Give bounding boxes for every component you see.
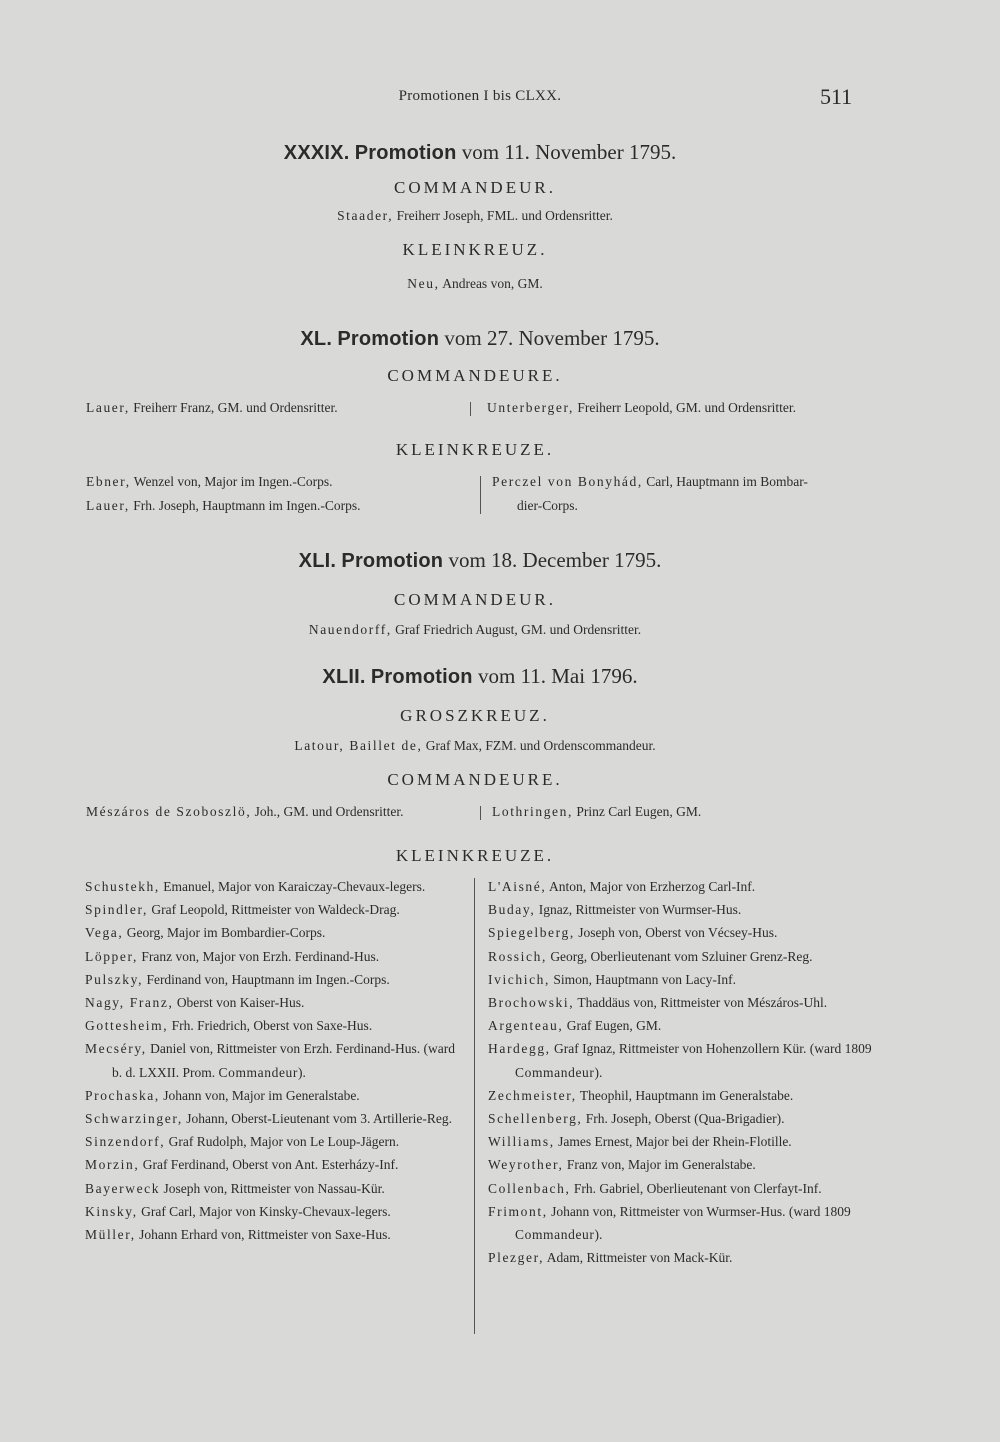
entry-text: Adam, Rittmeister von Mack-Kür.: [544, 1250, 733, 1266]
promotion-number: XLII.: [322, 666, 366, 688]
section-heading: KLEINKREUZE.: [395, 440, 555, 459]
section-heading: COMMANDEURE.: [387, 366, 563, 385]
section-heading: GROSZKREUZ.: [400, 706, 550, 725]
column-divider: [480, 806, 481, 820]
promotion-word: Promotion: [370, 666, 473, 688]
promotion-date: vom 18. December 1795.: [448, 548, 662, 572]
list-item: [488, 1153, 873, 1176]
entry-name: Hardegg,: [488, 1041, 551, 1057]
promotion-heading-xl: [0, 326, 960, 351]
entry-name: Morzin,: [85, 1157, 140, 1173]
entry-continuation: dier-Corps.: [517, 498, 578, 513]
entry: [0, 622, 950, 638]
entry-name: Schellenberg,: [488, 1111, 583, 1127]
entry: [86, 400, 338, 416]
list-item: [488, 945, 873, 968]
entry: [86, 804, 404, 820]
entry-name: Nagy, Franz,: [85, 995, 174, 1011]
entry-name: Williams,: [488, 1134, 555, 1150]
entry-name: Rossich,: [488, 948, 547, 964]
entry-text: Johann Erhard von, Rittmeister von Saxe-Hus.: [135, 1227, 391, 1243]
entry-text: Johann von, Rittmeister von Wurmser-Hus. (ward 1809: [547, 1203, 851, 1219]
entry: [487, 400, 796, 416]
entry-text: Thaddäus von, Rittmeister von Mészáros-Uhl.: [574, 995, 828, 1011]
page-number: 511: [820, 84, 853, 109]
entry-name: Weyrother,: [488, 1157, 564, 1173]
promotion-word: Promotion: [341, 550, 444, 572]
entry: [492, 474, 808, 490]
entry-name: Buday,: [488, 902, 536, 918]
entry-name: Mecséry,: [85, 1041, 147, 1057]
entry-name: Schustekh,: [85, 879, 160, 894]
entry-text: Joh., GM. und Ordensritter.: [251, 804, 404, 819]
entry-text: Graf Leopold, Rittmeister von Waldeck-Drag.: [147, 902, 400, 918]
list-item: [488, 1246, 873, 1269]
list-item: [85, 875, 465, 898]
entry-name: Spiegelberg,: [488, 925, 575, 941]
list-item: [488, 1177, 873, 1200]
entry-name: Brochowski,: [488, 995, 575, 1011]
entry-text: Graf Ferdinand, Oberst von Ant. Esterházy-Inf.: [139, 1157, 399, 1173]
promotion-word: Promotion: [354, 142, 457, 164]
promotion-number: XLI.: [298, 550, 337, 572]
entry: [0, 208, 950, 224]
list-item: [85, 921, 465, 944]
entry-text: Freiherr Leopold, GM. und Ordensritter.: [574, 400, 796, 415]
list-item: [488, 875, 873, 898]
kleinkreuze-right-column: [488, 875, 873, 1269]
entry-name: Frimont,: [488, 1203, 548, 1219]
entry-text-tail: ).: [298, 1064, 306, 1080]
list-item: [488, 1107, 873, 1130]
entry-name: Sinzendorf,: [85, 1134, 166, 1150]
promotion-heading-xli: [0, 548, 960, 573]
entry-name: Bayerweck: [85, 1180, 161, 1196]
entry-text: Georg, Oberlieutenant vom Szluiner Grenz-Reg.: [546, 948, 813, 964]
entry-text: Oberst von Kaiser-Hus.: [173, 995, 305, 1011]
entry-text: Carl, Hauptmann im Bombar-: [642, 474, 808, 489]
entry-name: Müller,: [85, 1227, 136, 1243]
entry-text: Prinz Carl Eugen, GM.: [572, 804, 702, 819]
entry-text: Simon, Hauptmann von Lacy-Inf.: [550, 971, 736, 987]
entry-name: Nauendorff,: [308, 622, 392, 637]
list-item: [85, 945, 465, 968]
entry-name: Neu,: [407, 276, 440, 291]
entry-name: Unterberger,: [487, 400, 575, 415]
list-item: [85, 1014, 465, 1037]
entry-text: Graf Eugen, GM.: [563, 1018, 662, 1034]
entry-text: Freiherr Franz, GM. und Ordensritter.: [129, 400, 338, 415]
entry-text: Anton, Major von Erzherzog Carl-Inf.: [546, 879, 756, 894]
list-item: [85, 1037, 465, 1083]
section-heading: KLEINKREUZE.: [395, 846, 555, 865]
entry-text: Andreas von, GM.: [439, 276, 543, 291]
entry-name: Spindler,: [85, 902, 148, 918]
entry-name: Lauer,: [86, 400, 130, 415]
entry-name: Pulszky,: [85, 971, 144, 987]
entry-text: Frh. Joseph, Hauptmann im Ingen.-Corps.: [129, 498, 361, 513]
entry-name: Kinsky,: [85, 1203, 138, 1219]
column-divider: [470, 402, 471, 416]
entry-name: Mészáros de Szoboszlö,: [86, 804, 252, 819]
promotion-date: vom 27. November 1795.: [444, 326, 660, 350]
list-item: [85, 898, 465, 921]
entry-text-tail: ).: [594, 1227, 603, 1243]
entry-text: Ferdinand von, Hauptmann im Ingen.-Corps.: [143, 971, 390, 987]
entry-text: Graf Ignaz, Rittmeister von Hohenzollern Kür. (ward 1809: [550, 1041, 872, 1057]
entry-text: Georg, Major im Bombardier-Corps.: [123, 925, 326, 941]
section-heading: COMMANDEUR.: [394, 590, 556, 609]
entry-name: Argenteau,: [488, 1018, 564, 1034]
entry-name: Latour, Baillet de,: [294, 738, 423, 753]
list-item: [488, 991, 873, 1014]
entry-text: Freiherr Joseph, FML. und Ordensritter.: [393, 208, 613, 223]
entry-name: Lauer,: [86, 498, 130, 513]
entry-text: Frh. Joseph, Oberst (Qua-Brigadier).: [582, 1111, 785, 1127]
promotion-date: vom 11. Mai 1796.: [477, 664, 638, 688]
entry-rank-note: Commandeur: [515, 1064, 595, 1080]
entry-name: Schwarzinger,: [85, 1111, 183, 1127]
entry: [86, 474, 333, 490]
list-item: [488, 1014, 873, 1037]
promotion-number: XXXIX.: [283, 142, 350, 164]
promotion-number: XL.: [300, 328, 333, 350]
promotion-word: Promotion: [337, 328, 440, 350]
entry-text: Theophil, Hauptmann im Generalstabe.: [576, 1087, 794, 1103]
list-item: [488, 1200, 873, 1246]
promotion-date: vom 11. November 1795.: [461, 140, 677, 164]
entry-text: Wenzel von, Major im Ingen.-Corps.: [130, 474, 333, 489]
entry-name: Staader,: [337, 208, 394, 223]
entry-name: Vega,: [85, 925, 124, 941]
running-head: Promotionen I bis CLXX.: [398, 88, 562, 104]
entry-text: Johann von, Major im Generalstabe.: [159, 1087, 360, 1103]
entry-text: Ignaz, Rittmeister von Wurmser-Hus.: [535, 902, 742, 918]
list-item: [85, 991, 465, 1014]
entry: [0, 738, 950, 754]
entry-name: Prochaska,: [85, 1087, 160, 1103]
entry-text: Frh. Gabriel, Oberlieutenant von Clerfayt-Inf.: [570, 1180, 822, 1196]
entry-text: Emanuel, Major von Karaiczay-Chevaux-legers.: [159, 879, 426, 894]
entry-text: Graf Max, FZM. und Ordenscommandeur.: [422, 738, 656, 753]
list-item: [85, 1223, 465, 1246]
column-divider: [474, 878, 475, 1334]
column-divider: [480, 476, 481, 514]
kleinkreuze-left-column: [85, 875, 465, 1246]
promotion-heading-xxxix: [0, 140, 960, 165]
list-item: [488, 1037, 873, 1083]
entry-text: Franz von, Major von Erzh. Ferdinand-Hus.: [138, 948, 380, 964]
entry-name: Ivichich,: [488, 971, 551, 987]
list-item: [85, 1130, 465, 1153]
entry: [86, 498, 361, 514]
entry-text: Daniel von, Rittmeister von Erzh. Ferdinand-Hus. (ward b. d. LXXII. Prom.: [112, 1041, 455, 1080]
entry-name: Lothringen,: [492, 804, 573, 819]
entry-text: Franz von, Major im Generalstabe.: [563, 1157, 756, 1173]
entry-name: L'Aisné,: [488, 879, 547, 894]
list-item: [488, 968, 873, 991]
entry-text: Johann, Oberst-Lieutenant vom 3. Artillerie-Reg.: [182, 1111, 453, 1127]
section-heading: KLEINKREUZ.: [402, 240, 548, 259]
entry-text-tail: ).: [594, 1064, 603, 1080]
entry-name: Plezger,: [488, 1250, 545, 1266]
list-item: [488, 1084, 873, 1107]
entry-name: Perczel von Bonyhád,: [492, 474, 643, 489]
entry-rank-note: Commandeur: [218, 1064, 298, 1080]
list-item: [85, 1200, 465, 1223]
list-item: [85, 1107, 465, 1130]
entry-name: Gottesheim,: [85, 1018, 169, 1034]
entry-text: James Ernest, Major bei der Rhein-Flotille.: [554, 1134, 792, 1150]
entry-name: Collenbach,: [488, 1180, 571, 1196]
entry-name: Zechmeister,: [488, 1087, 577, 1103]
list-item: [85, 1177, 465, 1200]
entry-text: Frh. Friedrich, Oberst von Saxe-Hus.: [168, 1018, 373, 1034]
entry: [0, 276, 950, 292]
list-item: [488, 898, 873, 921]
list-item: [85, 1153, 465, 1176]
entry-rank-note: Commandeur: [515, 1227, 595, 1243]
entry: [492, 804, 701, 820]
entry-name: Löpper,: [85, 948, 139, 964]
list-item: [85, 1084, 465, 1107]
entry-text: Joseph von, Oberst von Vécsey-Hus.: [574, 925, 778, 941]
entry-text: Graf Rudolph, Major von Le Loup-Jägern.: [165, 1134, 400, 1150]
list-item: [488, 921, 873, 944]
promotion-heading-xlii: [0, 664, 960, 689]
list-item: [488, 1130, 873, 1153]
section-heading: COMMANDEURE.: [387, 770, 563, 789]
section-heading: COMMANDEUR.: [394, 178, 556, 197]
entry-name: Ebner,: [86, 474, 131, 489]
entry-text: Joseph von, Rittmeister von Nassau-Kür.: [160, 1180, 385, 1196]
entry-text: Graf Friedrich August, GM. und Ordensritter.: [391, 622, 642, 637]
list-item: [85, 968, 465, 991]
entry-text: Graf Carl, Major von Kinsky-Chevaux-legers.: [137, 1203, 391, 1219]
